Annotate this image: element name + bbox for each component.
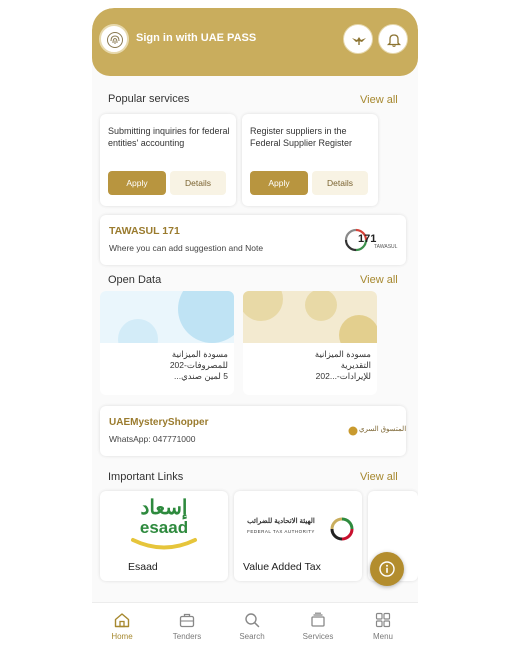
- open-data-title-text: [245, 349, 371, 382]
- open-data-title-text: [102, 349, 228, 382]
- important-links-view-all[interactable]: View all: [360, 471, 398, 483]
- home-icon: [113, 611, 131, 629]
- esaad-logo: [124, 497, 204, 557]
- details-button[interactable]: Details: [170, 171, 226, 195]
- layers-icon: [309, 611, 327, 629]
- mystery-shopper-title: UAEMysteryShopper: [109, 417, 209, 428]
- nav-search[interactable]: [222, 611, 282, 641]
- nav-home[interactable]: [92, 611, 152, 641]
- nav-menu[interactable]: [353, 611, 413, 641]
- esaad-logo-latin: esaad: [139, 518, 189, 537]
- app-screen: [92, 8, 418, 650]
- avatar[interactable]: [99, 24, 129, 54]
- apply-button[interactable]: Apply: [250, 171, 308, 195]
- service-title: Submitting inquiries for federal entities' accounting: [108, 126, 230, 148]
- tawasul-logo-text: TAWASUL: [374, 244, 398, 250]
- fingerprint-icon: [106, 31, 124, 49]
- tawasul-logo: [344, 228, 400, 254]
- nav-services[interactable]: [288, 611, 348, 641]
- open-data-line: 5 لمين صندي...: [174, 371, 228, 381]
- tawasul-subtitle: Where you can add suggestion and Note: [109, 243, 264, 253]
- fta-logo-latin: FEDERAL TAX AUTHORITY: [247, 529, 315, 534]
- link-label: Value Added Tax: [243, 561, 321, 573]
- link-card-vat[interactable]: [234, 491, 362, 581]
- nav-label: Home: [111, 632, 133, 641]
- notifications-button[interactable]: [378, 24, 408, 54]
- open-data-line: التقديرية: [340, 360, 371, 370]
- mystery-logo-text: المتسوق السري: [359, 426, 407, 433]
- open-data-line: للمصروفات-202: [169, 360, 228, 370]
- bell-icon: [386, 32, 402, 48]
- nav-tenders[interactable]: [157, 611, 217, 641]
- mystery-logo-icon: [348, 426, 358, 436]
- popular-services-view-all[interactable]: View all: [360, 94, 398, 106]
- open-data-view-all[interactable]: View all: [360, 274, 398, 286]
- open-data-art-blue: [100, 291, 234, 343]
- tawasul-logo-number: 171: [358, 233, 377, 245]
- service-card: [100, 114, 236, 206]
- nav-label: Search: [239, 632, 265, 641]
- open-data-art-sand: [243, 291, 377, 343]
- tawasul-card[interactable]: [100, 215, 406, 265]
- search-icon: [243, 611, 261, 629]
- open-data-title: Open Data: [108, 274, 162, 286]
- apply-button[interactable]: Apply: [108, 171, 166, 195]
- sheet-handle[interactable]: [239, 72, 265, 75]
- link-label: Esaad: [128, 561, 158, 573]
- popular-services-title: Popular services: [108, 93, 190, 105]
- open-data-line: مسودة الميزانية: [171, 349, 228, 359]
- eagle-icon: [351, 32, 367, 48]
- nav-label: Tenders: [172, 632, 202, 641]
- mystery-shopper-logo: [348, 424, 407, 438]
- open-data-line: مسودة الميزانية: [314, 349, 371, 359]
- accessibility-button[interactable]: [343, 24, 373, 54]
- nav-label: Services: [302, 632, 334, 641]
- nav-label: Menu: [372, 632, 393, 641]
- service-title: Register suppliers in the Federal Supplier Register: [250, 126, 353, 148]
- info-icon: [379, 561, 395, 577]
- fta-logo-arabic: الهيئة الاتحادية للضرائب: [247, 518, 315, 525]
- open-data-card[interactable]: [100, 291, 234, 395]
- briefcase-icon: [178, 611, 196, 629]
- open-data-card[interactable]: [243, 291, 377, 395]
- info-fab-button[interactable]: [370, 552, 404, 586]
- details-button[interactable]: Details: [312, 171, 368, 195]
- esaad-smile-icon: [129, 537, 199, 551]
- link-card-esaad[interactable]: [100, 491, 228, 581]
- fta-logo: [238, 517, 358, 553]
- service-card: [242, 114, 378, 206]
- app-header: [92, 8, 418, 76]
- open-data-line: للإيرادات-...202: [315, 371, 371, 381]
- esaad-logo-arabic: إسعاد: [140, 497, 188, 519]
- mystery-shopper-subtitle: WhatsApp: 047771000: [109, 434, 196, 444]
- important-links-title: Important Links: [108, 471, 184, 483]
- fta-emblem-icon: [330, 517, 354, 541]
- grid-icon: [374, 611, 392, 629]
- bottom-nav: [92, 602, 418, 650]
- sign-in-uae-pass-link[interactable]: Sign in with UAE PASS: [136, 32, 257, 44]
- tawasul-title: TAWASUL 171: [109, 225, 180, 237]
- mystery-shopper-card[interactable]: [100, 406, 406, 456]
